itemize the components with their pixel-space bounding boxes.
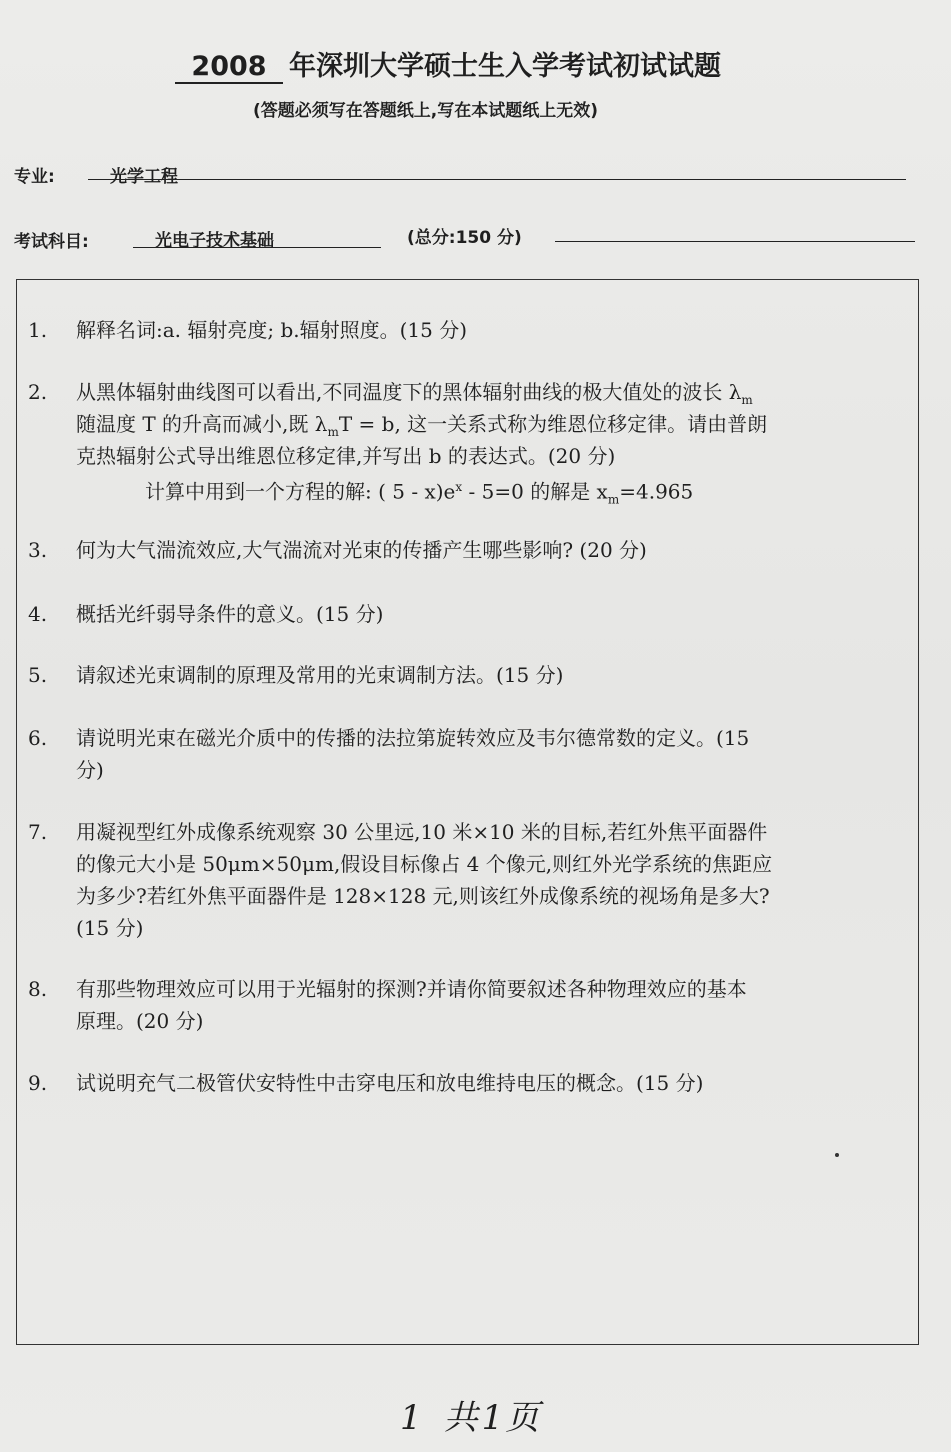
- question-number: 7.: [28, 820, 48, 844]
- question-number: 4.: [28, 602, 48, 626]
- subject-value: 光电子技术基础: [155, 231, 274, 251]
- question-text-line-2: 的像元大小是 50μm×50μm,假设目标像占 4 个像元,则红外光学系统的焦距应: [76, 852, 773, 876]
- question-text: 请叙述光束调制的原理及常用的光束调制方法。(15 分): [76, 663, 564, 687]
- ink-speck: [835, 1153, 839, 1157]
- question-number: 9.: [28, 1071, 48, 1095]
- total-score: (总分:150 分): [407, 228, 522, 248]
- major-label: 专业:: [14, 167, 55, 187]
- score-underline: [555, 241, 915, 242]
- major-value: 光学工程: [110, 167, 178, 187]
- exam-title: [175, 44, 721, 84]
- exam-title-text: 年深圳大学硕士生入学考试初试试题: [289, 51, 721, 82]
- page-count-footer: [400, 1390, 561, 1439]
- page-number: 1: [400, 1398, 422, 1438]
- question-text: 概括光纤弱导条件的意义。(15 分): [76, 602, 384, 626]
- question-text-line-1: 请说明光束在磁光介质中的传播的法拉第旋转效应及韦尔德常数的定义。(15: [76, 726, 750, 750]
- question-number: 5.: [28, 663, 48, 687]
- question-number: 1.: [28, 318, 48, 342]
- total-pages: 1: [481, 1398, 504, 1438]
- question-number: 6.: [28, 726, 48, 750]
- question-2-formula: 计算中用到一个方程的解: ( $5 - x)e^x - 5=0$ 的解是 $x_m=4.965$: [145, 479, 694, 507]
- subject-label: 考试科目:: [14, 232, 89, 252]
- question-text-line-3: 克热辐射公式导出维恩位移定律,并写出 b 的表达式。(20 分): [76, 444, 616, 468]
- answer-notice: (答题必须写在答题纸上,写在本试题纸上无效): [253, 101, 598, 121]
- question-text-line-2: 原理。(20 分): [76, 1009, 204, 1033]
- question-number: 8.: [28, 977, 48, 1001]
- question-text-line-1: 有那些物理效应可以用于光辐射的探测?并请你简要叙述各种物理效应的基本: [76, 977, 747, 1001]
- question-number: 3.: [28, 538, 48, 562]
- question-text-line-1: 从黑体辐射曲线图可以看出,不同温度下的黑体辐射曲线的极大值处的波长 $\lambda_m$: [76, 380, 753, 407]
- total-label: 共: [443, 1398, 478, 1438]
- question-text-line-3: 为多少?若红外焦平面器件是 128×128 元,则该红外成像系统的视场角是多大?: [76, 884, 770, 908]
- question-text-line-2: 随温度 T 的升高而减小,既 $\lambda_mT = b$, 这一关系式称为维恩位移定律。请由普朗: [76, 412, 768, 439]
- question-text: 试说明充气二极管伏安特性中击穿电压和放电维持电压的概念。(15 分): [76, 1071, 704, 1095]
- question-text: 何为大气湍流效应,大气湍流对光束的传播产生哪些影响? (20 分): [76, 538, 647, 562]
- page-unit: 页: [505, 1398, 540, 1438]
- exam-year: 2008: [175, 51, 283, 84]
- major-underline: [88, 179, 906, 180]
- question-text-line-1: 用凝视型红外成像系统观察 30 公里远,10 米×10 米的目标,若红外焦平面器件: [76, 820, 768, 844]
- question-text-line-2: 分): [76, 758, 104, 782]
- subject-underline: [133, 247, 381, 248]
- question-text: 解释名词:a. 辐射亮度; b.辐射照度。(15 分): [76, 318, 468, 342]
- question-text-line-4: (15 分): [76, 916, 144, 940]
- question-number: 2.: [28, 380, 48, 404]
